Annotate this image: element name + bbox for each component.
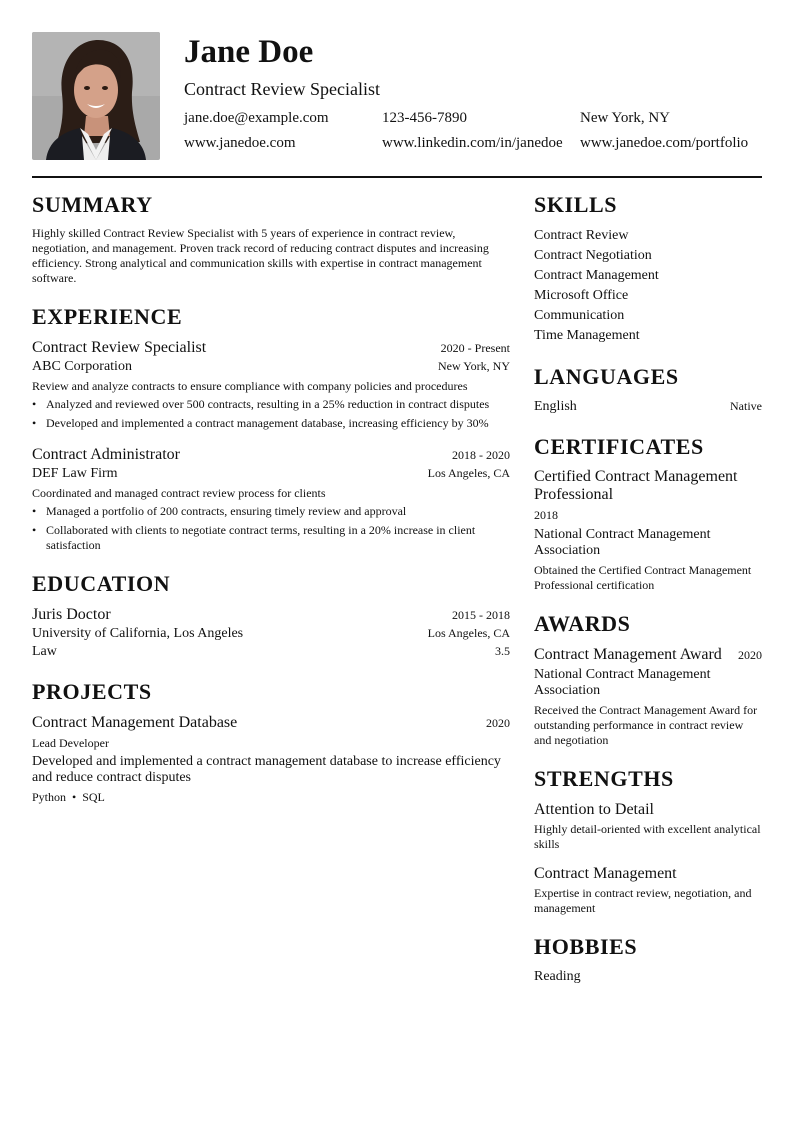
- skill-item: Microsoft Office: [534, 288, 629, 303]
- project-tag: Python: [32, 790, 67, 804]
- education-dates: 2015 - 2018: [452, 608, 510, 622]
- skill-item: Time Management: [534, 328, 640, 343]
- hobby-item: Reading: [534, 969, 581, 984]
- job-entry: [32, 445, 510, 553]
- strengths-section: [534, 766, 762, 916]
- certificate-description: Obtained the Certified Contract Management Professional certification: [534, 563, 752, 592]
- experience-section: [32, 304, 510, 553]
- job-company: DEF Law Firm: [32, 466, 118, 481]
- phone-number: 123-456-7890: [382, 110, 467, 126]
- location: New York, NY: [580, 110, 671, 126]
- education-heading: EDUCATION: [32, 571, 171, 596]
- job-dates: 2020 - Present: [440, 341, 510, 355]
- skill-item: Communication: [534, 308, 625, 323]
- languages-section: [534, 364, 762, 416]
- job-title: Contract Review Specialist: [184, 79, 380, 99]
- hobbies-section: [534, 934, 762, 986]
- project-name: Contract Management Database: [32, 714, 238, 731]
- job-role: Contract Administrator: [32, 446, 180, 463]
- job-bullet: • Developed and implemented a contract management database, increasing efficiency by 30%: [32, 416, 510, 431]
- degree: Juris Doctor: [32, 606, 111, 623]
- certificate-name: Certified Contract Management Professional: [534, 468, 738, 503]
- project-description: Developed and implemented a contract management database to increase efficiency and reduce contract disputes: [32, 754, 501, 785]
- job-role: Contract Review Specialist: [32, 339, 207, 356]
- school: University of California, Los Angeles: [32, 626, 244, 641]
- certificates-section: [534, 434, 762, 593]
- certificates-heading: CERTIFICATES: [534, 434, 704, 459]
- certificate-issuer: National Contract Management Association: [534, 527, 711, 558]
- portfolio-link[interactable]: www.janedoe.com/portfolio: [580, 135, 749, 151]
- email-link[interactable]: jane.doe@example.com: [184, 110, 329, 126]
- skills-section: [534, 192, 762, 346]
- summary-heading: SUMMARY: [32, 192, 153, 217]
- resume-page: [32, 32, 762, 160]
- award-year: 2020: [738, 648, 762, 662]
- experience-heading: EXPERIENCE: [32, 304, 183, 329]
- summary-section: [32, 192, 510, 286]
- certificate-year: 2018: [534, 508, 558, 522]
- gpa: 3.5: [495, 644, 510, 658]
- education-location: Los Angeles, CA: [427, 626, 510, 640]
- language-name: English: [534, 399, 577, 414]
- strength-name: Contract Management: [534, 865, 677, 882]
- skill-item: Contract Negotiation: [534, 248, 652, 263]
- award-name: Contract Management Award: [534, 646, 722, 663]
- job-bullet: • Managed a portfolio of 200 contracts, ensuring timely review and approval: [32, 504, 510, 519]
- field-of-study: Law: [32, 644, 57, 659]
- tag-separator: •: [72, 790, 77, 804]
- job-dates: 2018 - 2020: [452, 448, 510, 462]
- profile-photo: [32, 32, 160, 160]
- job-company: ABC Corporation: [32, 359, 132, 374]
- strength-name: Attention to Detail: [534, 801, 654, 818]
- header-text: [184, 32, 762, 152]
- project-tag: SQL: [82, 790, 105, 804]
- job-bullets: [32, 504, 510, 553]
- award-issuer: National Contract Management Association: [534, 667, 711, 698]
- awards-section: [534, 611, 762, 748]
- project-tags: [32, 790, 510, 805]
- education-section: [32, 571, 510, 661]
- candidate-name: Jane Doe: [184, 34, 314, 70]
- linkedin-link[interactable]: www.linkedin.com/in/janedoe: [382, 135, 563, 151]
- job-bullets: [32, 397, 510, 431]
- resume-header: [32, 32, 762, 160]
- job-entry: [32, 338, 510, 431]
- contact-info: [184, 109, 762, 152]
- right-column: [534, 192, 762, 1004]
- strength-description: Expertise in contract review, negotiation, and management: [534, 886, 752, 915]
- summary-text: Highly skilled Contract Review Specialist with 5 years of experience in contract review, negotiation, and management. Proven track record of reducing contract disputes and increasing efficiency. Strong analytical and communication skills with expertise in contract management software.: [32, 226, 489, 285]
- job-location: Los Angeles, CA: [427, 466, 510, 480]
- project-role: Lead Developer: [32, 736, 109, 750]
- project-year: 2020: [486, 716, 510, 730]
- strength-description: Highly detail-oriented with excellent analytical skills: [534, 822, 761, 851]
- skills-heading: SKILLS: [534, 192, 618, 217]
- job-description: Review and analyze contracts to ensure compliance with company policies and procedures: [32, 379, 468, 393]
- awards-heading: AWARDS: [534, 611, 631, 636]
- header-divider: [32, 176, 762, 178]
- skill-item: Contract Review: [534, 228, 629, 243]
- job-bullet: • Analyzed and reviewed over 500 contracts, resulting in a 25% reduction in contract disputes: [32, 397, 510, 412]
- left-column: [32, 192, 510, 823]
- job-description: Coordinated and managed contract review process for clients: [32, 486, 326, 500]
- languages-heading: LANGUAGES: [534, 364, 679, 389]
- projects-heading: PROJECTS: [32, 679, 152, 704]
- portrait-illustration: [32, 32, 160, 160]
- projects-section: [32, 679, 510, 805]
- website-link[interactable]: www.janedoe.com: [184, 135, 296, 151]
- job-bullet: • Collaborated with clients to negotiate contract terms, resulting in a 20% increase in client satisfaction: [32, 523, 510, 553]
- award-description: Received the Contract Management Award for outstanding performance in contract review and negotiation: [534, 703, 758, 747]
- hobbies-heading: HOBBIES: [534, 934, 638, 959]
- strengths-heading: STRENGTHS: [534, 766, 674, 791]
- language-level: Native: [730, 399, 762, 413]
- skill-item: Contract Management: [534, 268, 659, 283]
- job-location: New York, NY: [437, 359, 510, 373]
